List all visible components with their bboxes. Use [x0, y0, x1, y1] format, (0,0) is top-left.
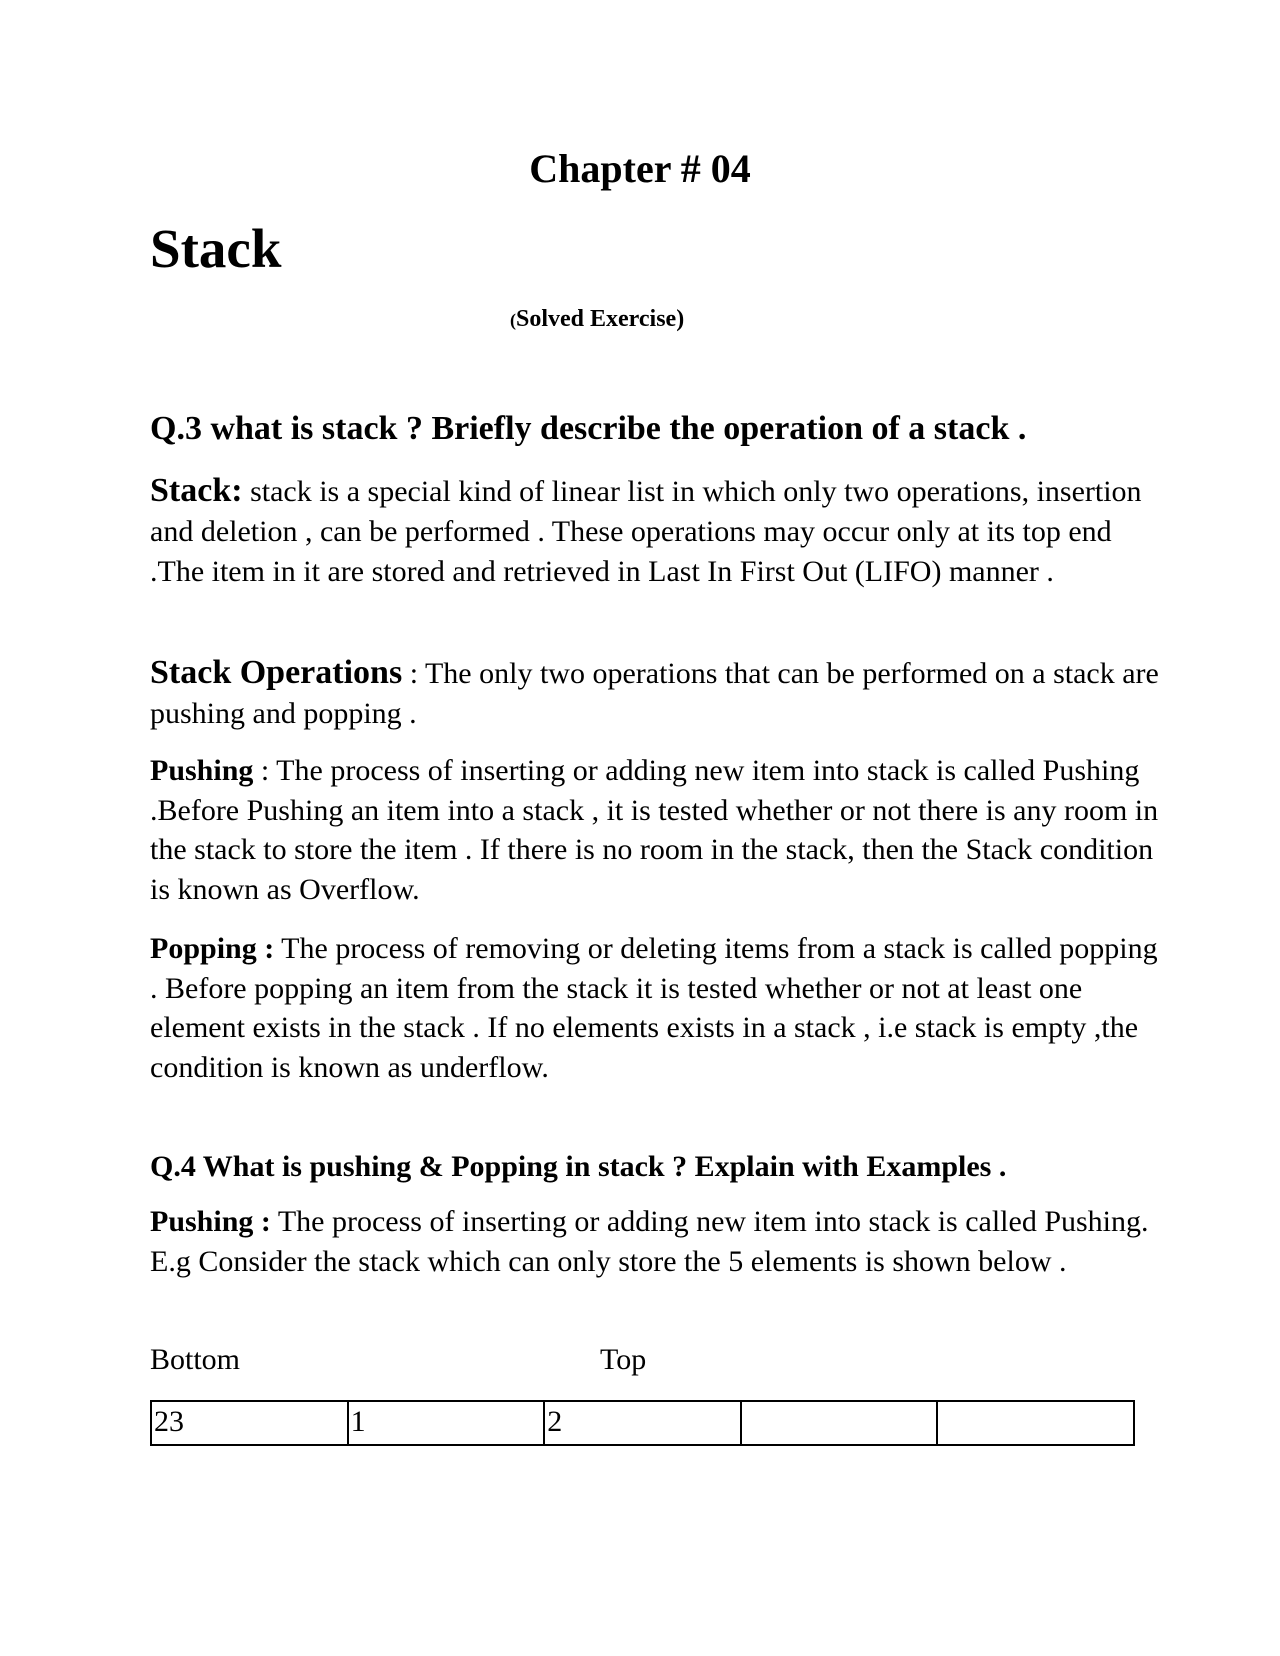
stack-cell-3: 2 [544, 1401, 741, 1445]
stack-bottom-label: Bottom [150, 1343, 241, 1376]
question-3-heading: Q.3 what is stack ? Briefly describe the operation of a stack . [150, 410, 1027, 447]
pushing-example-text: The process of inserting or adding new item into stack is called Pushing. E.g Consider the stack which can only store the 5 elements is shown below . [150, 1205, 1149, 1278]
popping-text: The process of removing or deleting items from a stack is called popping . Before popping an item from the stack it is tested whether or not at least one element exists in the stack . If no elements exists in a stack , i.e stack is empty ,the condition is known as underflow. [150, 932, 1158, 1085]
stack-cell-1: 23 [151, 1401, 348, 1445]
chapter-heading: Chapter # 04 [529, 146, 751, 191]
question-4-heading: Q.4 What is pushing & Popping in stack ? Explain with Examples . [150, 1150, 1007, 1183]
popping-label: Popping : [150, 932, 275, 965]
stack-cell-5 [937, 1401, 1134, 1445]
stack-operations-label: Stack Operations [150, 654, 403, 691]
stack-definition-label: Stack: [150, 472, 243, 509]
stack-cell-2: 1 [348, 1401, 545, 1445]
stack-operations-paragraph [150, 653, 1160, 734]
stack-definition-paragraph [150, 471, 1160, 592]
popping-paragraph [150, 929, 1160, 1088]
subtitle [510, 303, 684, 336]
subtitle-open-paren: ( [510, 310, 516, 330]
stack-cell-4 [741, 1401, 938, 1445]
stack-operations-text: : The only two operations that can be performed on a stack are pushing and popping . [150, 657, 1159, 730]
stack-table [150, 1400, 1135, 1446]
stack-table-row [151, 1401, 1134, 1445]
pushing-paragraph [150, 751, 1160, 910]
pushing-example-paragraph [150, 1202, 1160, 1281]
pushing-label: Pushing [150, 754, 254, 787]
stack-definition-text: stack is a special kind of linear list in which only two operations, insertion and deletion , can be performed . These operations may occur only at its top end .The item in it are stored and retrieved in Last In First Out (LIFO) manner . [150, 475, 1142, 588]
pushing-example-label: Pushing : [150, 1205, 271, 1238]
pushing-text: : The process of inserting or adding new item into stack is called Pushing .Before Pushing an item into a stack , it is tested whether or not there is any room in the stack to store the item . If there is no room in the stack, then the Stack condition is known as Overflow. [150, 754, 1159, 907]
page-title: Stack [150, 218, 282, 279]
stack-top-label: Top [600, 1343, 647, 1376]
subtitle-text: Solved Exercise) [516, 306, 685, 332]
